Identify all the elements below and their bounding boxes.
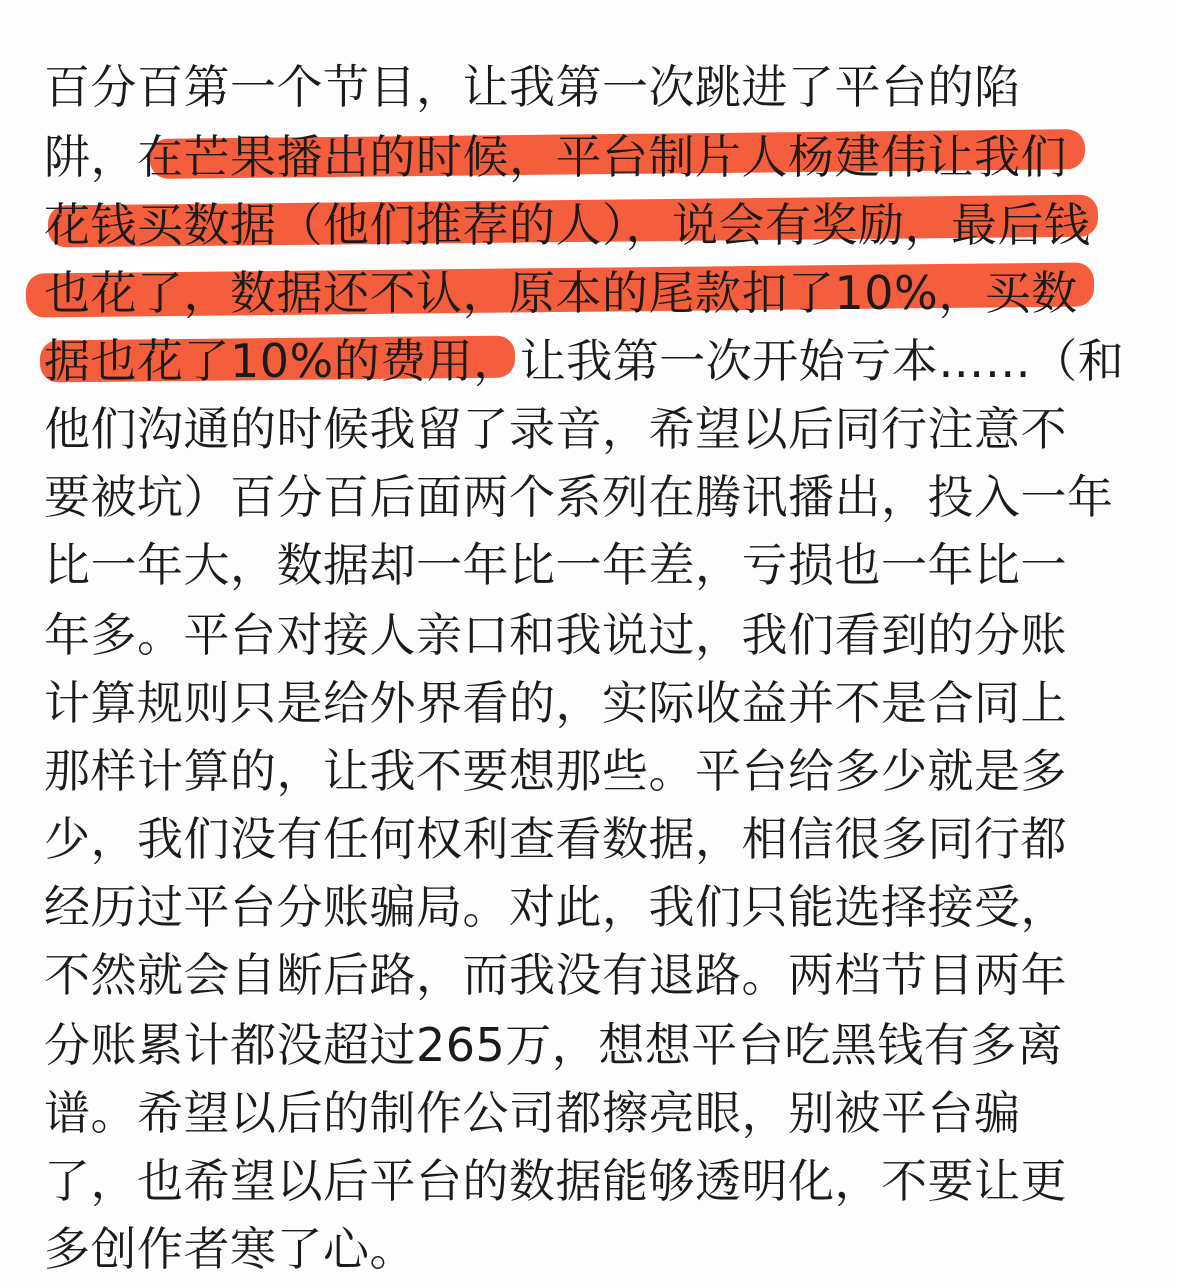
text-line-11: 那样计算的，让我不要想那些。平台给多少就是多 xyxy=(44,744,1067,798)
text-line-10: 计算规则只是给外界看的，实际收益并不是合同上 xyxy=(44,676,1067,730)
text-line-17: 了，也希望以后平台的数据能够透明化，不要让更 xyxy=(44,1154,1067,1208)
text-line-2: 阱，在芒果播出的时候，平台制片人杨建伟让我们 xyxy=(44,130,1067,184)
text-line-8: 比一年大，数据却一年比一年差，亏损也一年比一 xyxy=(44,538,1067,592)
text-line-4: 也花了，数据还不认，原本的尾款扣了10%，买数 xyxy=(44,266,1078,320)
text-line-12: 少，我们没有任何权利查看数据，相信很多同行都 xyxy=(44,812,1067,866)
text-line-1: 百分百第一个节目，让我第一次跳进了平台的陷 xyxy=(44,60,1021,114)
text-line-13: 经历过平台分账骗局。对此，我们只能选择接受， xyxy=(44,880,1067,934)
text-line-14: 不然就会自断后路，而我没有退路。两档节目两年 xyxy=(44,948,1067,1002)
text-line-15: 分账累计都没超过265万，想想平台吃黑钱有多离 xyxy=(44,1018,1064,1072)
text-line-6: 他们沟通的时候我留了录音，希望以后同行注意不 xyxy=(44,402,1067,456)
text-line-16: 谱。希望以后的制作公司都擦亮眼，别被平台骗 xyxy=(44,1086,1021,1140)
text-line-5: 据也花了10%的费用，让我第一次开始亏本……（和 xyxy=(44,334,1125,388)
text-line-3: 花钱买数据（他们推荐的人），说会有奖励，最后钱 xyxy=(44,198,1091,252)
text-line-9: 年多。平台对接人亲口和我说过，我们看到的分账 xyxy=(44,608,1067,662)
text-line-7: 要被坑）百分百后面两个系列在腾讯播出，投入一年 xyxy=(44,470,1114,524)
text-line-18: 多创作者寒了心。 xyxy=(44,1222,416,1276)
